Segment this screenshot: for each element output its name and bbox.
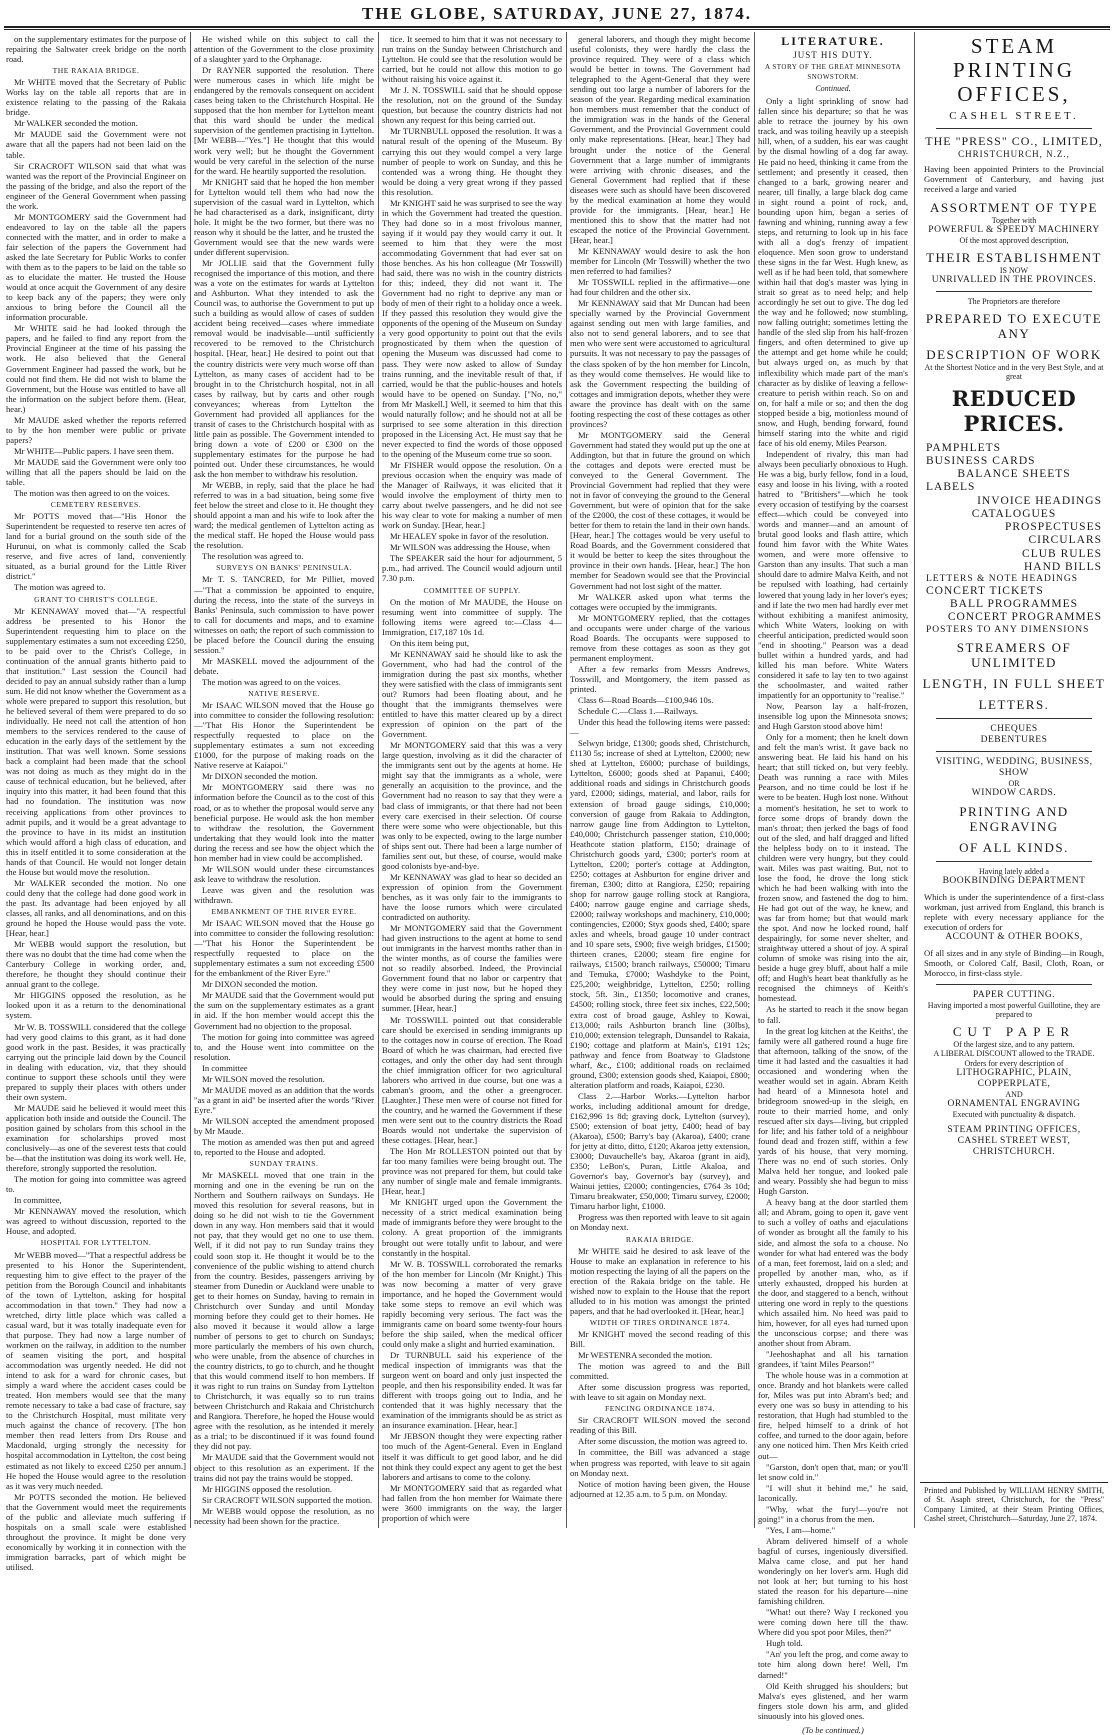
ad-divider xyxy=(936,128,1092,129)
report-paragraph: The resolution was agreed to. xyxy=(202,551,304,562)
report-paragraph: Mr MONTGOMERY said that this was a very large question, involving as it did the character of the immigrants sent out by the agents at home. He might say that the immigrants as a whole, were generally an acquisition to the province, and the Government had no reason to say that they were a bad class of immigrants, or that there had not been every care exercised in their selection. Of course there were some who were objectionable, but this was only to be expected, owing to the large number of ships sent out. There had been a large number of families sent out, but these, of course, would make good colonists bye-and-bye. xyxy=(382,740,562,871)
ad-service-item: HAND BILLS xyxy=(1023,560,1102,573)
report-paragraph: Progress was then reported with leave to sit again on Monday next. xyxy=(570,1212,750,1233)
literature-heading: LITERATURE. xyxy=(781,34,885,48)
section-heading: HOSPITAL FOR LYTTELTON. xyxy=(40,1238,152,1248)
report-paragraph: Mr WHITE said he desired to ask leave of the House to make an explanation in reference to his motion respecting the laying of all the papers on the erection of the Rakaia bridge on the table. He wished now to explain to the House that the report alluded to in his motion was amongst the printed papers, and that he had overlooked it. [Hear, hear.] xyxy=(570,1245,750,1316)
ad-service-item: BUSINESS CARDS xyxy=(926,454,1036,467)
ad-orders: Orders for every description of xyxy=(964,1058,1064,1068)
report-paragraph: After some discussion, the motion was agreed to. xyxy=(578,1436,748,1447)
report-paragraph: Mr TOSSWILL pointed out that considerable care should be exercised in sending immigrants up to the cottages now in course of erection. The Road Board of which he was chairman, had erected five cottages, and only the other day had sent through the chief immigration officer for two agricultural laborers who arrived in due course, but one was a cabman's groom, and the other a greengrocer. [Laughter.] These men were of course not fitted for the country, and he warned the Government if these men were sent out to the country districts the Road Boards would not undertake the supervision of these cottages. [Hear, hear.] xyxy=(382,1014,562,1146)
report-paragraph: Mr HEALEY spoke in favor of the resolution. xyxy=(390,531,549,542)
ad-reduced-prices: REDUCED PRICES. xyxy=(951,386,1077,436)
literature-column xyxy=(758,34,908,1735)
ad-street: CASHEL STREET. xyxy=(949,110,1079,123)
ad-lately: Having lately added a xyxy=(979,866,1049,876)
ad-service-item: BALANCE SHEETS xyxy=(957,468,1071,481)
story-paragraph: Only for a moment; then he knelt down and felt the man's wrist. It gave back no answering beat. He laid his hand on his heart; that still ticked on, but very feebly. Death was running a race with Miles Pearson, and no time could be lost if he were to be beaten. Hugh lost none. Without a moment's hesitation, he set to work to force some drops of brandy down the man's throat; then jerked the bags of food out of the sled, and half dragged and lifted the helpless body on to it instead. The children were very hungry, but they could wait. Miles was past waiting. But, not to lose the food, he drove the long stick which he had been walking with into the frozen snow, and fastened the dog to him. He had got out of the way, he knew, and was far from home; but that would mark the spot. And now he locked round, half despairingly, for some never shelter, and straightway uttered a shout of joy. A spiral column of smoke was rising into the air, beside a huge grey bluff, about half a mile off; and Hugh's heart beat thankfully as he recognised the chimneys of Keith's homestead. xyxy=(758,732,908,1004)
ad-firm: THE "PRESS" CO., LIMITED, xyxy=(925,134,1103,149)
ad-largest: Of the largest size, and to any pattern. xyxy=(953,1040,1075,1050)
ad-intro: Having been appointed Printers to the Provincial Government of Canterbury, and having just received a large and varied xyxy=(924,164,1104,194)
ad-service-item: CATALOGUES xyxy=(971,507,1057,520)
report-paragraph: Mr WEBB would oppose the resolution, as no necessity had been shown for the practice. xyxy=(194,1505,374,1526)
report-paragraph: The motion was agreed to and the Bill committed. xyxy=(570,1361,750,1382)
story-paragraph: Independent of rivalry, this man had always been peculiarly obnoxious to Hugh. He was a big, burly fellow, fond in a loud, easy and loose in his living, with a rooted hatred to "Britishers"—which he took every occasion of testifying by the coarsest effect—which could be conveyed into words and manner—and an amount of brutal good looks and flash attire, which found him favor with the White Wates women, and were more offensive to Garston than any insults. That such a man should dare to admire Malva Keith, and not be repulsed with loathing, had certainly lowered that young lady in her lover's eyes; and if late the two men had hardly ever met without exhibiting a manifest animosity, which White Waters, looking on with cheerful anticipation, predicted would soon "end in shooting." Pearson was a dead bullet within a hundred yards, and had killed his man before. White Waters considered it safe to lay ten to two against the schoolmaster, and waited rather impatiently for an opportunity to "realise." xyxy=(758,448,908,700)
report-paragraph: Dr RAYNER supported the resolution. There were numerous cases in which life might be endangered by the removals consequent on accident cases being taken to the Christchurch Hospital. He supposed that the hon member for Lyttelton meant that this ward should be under the medical supervision of the gentlemen practising in Lyttelton. [Mr WEBB—"Yes."] He thought that this would work very well; but he thought the Government would be very careful in the selection of the nurse for the ward. He heartily supported the resolution. xyxy=(194,65,374,176)
report-paragraph: The SPEAKER said the hour for adjournment, 5 p.m., had arrived. The Council would adjourn until 7.30 p.m. xyxy=(382,553,562,584)
ad-machinery: POWERFUL & SPEEDY MACHINERY xyxy=(928,224,1100,235)
ad-establishment: THEIR ESTABLISHMENT xyxy=(926,250,1102,266)
ad-cashel-west: CASHEL STREET WEST, xyxy=(957,1135,1071,1146)
section-heading: GRANT TO CHRIST'S COLLEGE. xyxy=(34,594,158,604)
ad-steam-offices: STEAM PRINTING OFFICES, xyxy=(947,1124,1081,1135)
report-paragraph: Leave was given and the resolution was withdrawn. xyxy=(194,884,374,905)
story-subtitle: A STORY OF THE GREAT MINNESOTA SNOWSTORM. xyxy=(764,63,902,82)
report-paragraph: Mr W. B. TOSSWILL considered that the college had very good claims to this grant, as it had done good work in the past. Besides, it was practically carrying out the principle laid down by the Council in dealing with education, viz, that they should continue to support these schools until they were prepared to supply their places with others under their own system. xyxy=(6,1021,186,1102)
ad-lithographic: LITHOGRAPHIC, PLAIN, xyxy=(956,1067,1072,1078)
ad-divider xyxy=(936,291,1092,292)
report-paragraph: Sir CRACROFT WILSON moved the second reading of this Bill. xyxy=(570,1415,750,1436)
report-paragraph: Mr KENNAWAY said he should like to ask the Government, who had had the control of the immigration during the past six months, whether they were satisfied with the class of immigrants sent out? Rumors had been floating about, and he thought that the immigrants themselves were entitled to have this matter cleared up by a direct expression of opinion on the part of the Government. xyxy=(382,648,562,740)
report-paragraph: Mr MAUDE said he believed it would meet this application both inside and outside the Council. The position gained by scholars from this school in the examination for scholarships proved most conclusively—as one of the severest tests that could be—that the institution was doing its work well. He, therefore, strongly supported the resolution. xyxy=(6,1102,186,1174)
section-heading: RAKAIA BRIDGE. xyxy=(625,1234,695,1244)
report-paragraph: Mr WILSON would under these circumstances ask leave to withdraw the resolution. xyxy=(194,863,374,884)
report-paragraph: On this item being put, xyxy=(390,637,470,648)
report-paragraph: Class 6—Road Boards—£100,946 10s. xyxy=(578,695,714,706)
section-heading: EMBANKMENT OF THE RIVER EYRE. xyxy=(211,906,357,916)
report-paragraph: Mr WILSON accepted the amendment proposed by Mr Maude. xyxy=(194,1115,374,1136)
section-heading: CEMETERY RESERVES. xyxy=(50,500,142,510)
report-paragraph: The motion was agreed to on the voices. xyxy=(202,676,341,687)
ad-bookbinding: BOOKBINDING DEPARTMENT xyxy=(942,876,1086,886)
section-heading: FENCING ORDINANCE 1874. xyxy=(604,1404,715,1414)
report-paragraph: Mr WALKER seconded the motion. No one could deny that the college had done good work in the past. Its advantage had been enjoyed by all classes, all ranks, and all denominations, and on this ground he hoped the House would pass the vote. [Hear, hear.] xyxy=(6,877,186,939)
report-paragraph: Mr KNIGHT urged upon the Government the necessity of a strict medical examination being made of immigrants before they were brought to the colony. A great proportion of the immigrants brought out were totally unfit to labour, and were constantly in the hospital. xyxy=(382,1197,562,1258)
report-paragraph: Mr DIXON seconded the motion. xyxy=(202,979,318,990)
report-paragraph: On the motion of Mr MAUDE, the House on resuming went into committee of supply. The following items were agreed to:—Class 4—Immigration, £17,187 10s 1d. xyxy=(382,596,562,637)
masthead: THE GLOBE, SATURDAY, JUNE 27, 1874. xyxy=(361,4,753,23)
ad-cheques: CHEQUES xyxy=(990,724,1038,735)
report-paragraph: Selwyn bridge, £1300; goods shed, Christchurch, £1130 5s; increase of shed at Lyttelton, £2000; new shed at Lyttelton, £6000; purchase of buildings, Lyttelton, £6000; goods shed at Papanui, £400; additional roads and sidings in Christchurch goods yard, £2000; sidings, material, and labor, rails for extension of broad gauge sidings, £10,000; conversion of gauge from Rakaia to Addington, narrow gauge line from Addington to Lyttelton, £40,000; Christchurch passenger station, £10,000; Heathcote station platform, £150; drainage of Christchurch goods yard, £300; porter's room at Lyttelton, £200; porter's cottage at Addington, £250; cottages at Ashburton for engine driver and fireman, £300; ditto at Rangiora, £250; repairing shop for narrow gauge rolling stock at Rangiora, £400; narrow gauge engine and carriage sheds, £2000; railway workshops and machinery, £10,000; contingencies, £2000; Styx goods shed, £400; spare axles and wheels, broad gauge 10 under contract and 10 spare sets, £900; five weigh bridges, £1500; thirteen cranes, £2000; steam fire engine for railways, £1500; branch railways, £50000; Timaru and Temuka, £7000; Washdyke to the Point, £25,200; weighbridge, Lyttelton, £250; rolling stock, 5ft. 3in., £1350; locomotive and cranes, £4500; rolling stock, three feet six inches, £22,500; extra cost of broad gauge, Ashley to Kowai, £13,000; rails Ashburton branch line (30lbs), £10,000; extension telegraph, Dunsandel to Rakaia, £190; cottage and platform at Main's, £191 12s; pathway and fence from Boatway to Gladstone wharf, &c., £100; additional roads on reclaimed ground, £300; extension goods shed, Kaiapoi, £800; alteration platform and roads, Kaiapoi, £230. xyxy=(570,738,750,1090)
report-paragraph: Mr KNIGHT moved the second reading of this Bill. xyxy=(570,1328,750,1349)
ad-service-item: PROSPECTUSES xyxy=(1004,521,1102,534)
column-divider xyxy=(190,32,191,1528)
ad-service-item: POSTERS TO ANY DIMENSIONS xyxy=(926,624,1090,635)
ad-christchurch: CHRISTCHURCH. xyxy=(972,1146,1056,1157)
ad-paper-cutting: PAPER CUTTING. xyxy=(972,989,1056,1000)
report-paragraph: Mr ISAAC WILSON moved that the House go into committee to consider the following resolution:—"That His Honor the Superintendent be respectfully requested to place on the supplementary estimates a sum not exceeding £1000, for the purpose of making roads on the Native reserve at Kaiapoi." xyxy=(194,700,374,771)
ad-guillotine: Having imported a most powerful Guillotine, they are prepared to xyxy=(927,1000,1101,1020)
report-paragraph: general laborers, and though they might become useful colonists, they were hardly the class the province required. They were of a class which would be better in towns. The Government had telegraphed to the Agent-General that they were sending out too large a number of laborers for the season of the year. Regarding medical examination hon members must remember that the conduct of the immigration was in the hands of the General Government, and the Provincial Government could only make representations. [Hear, hear.] They had brought under the notice of the General Government that a large number of immigrants were arriving with chronic diseases, and the General Government had replied that if these diseases were such as should have been discovered by the medical examination at home they would provide for the immigrants. [Hear, hear.] He mentioned this to show that the matter had not escaped the notice of the Provincial Government. [Hear, hear.] xyxy=(570,34,750,245)
section-heading: WIDTH OF TIRES ORDINANCE 1874. xyxy=(589,1317,731,1327)
ad-service-item: LETTERS & NOTE HEADINGS xyxy=(926,573,1079,584)
report-paragraph: Mr MONTGOMERY said there was no information before the Council as to the cost of this road, or as to whether the proposal would serve any beneficial purpose. He would ask the hon member to withdraw the resolution, the Government undertaking that they would look into the matter during the recess and see how the object which the hon member had in view could be accomplished. xyxy=(194,782,374,863)
story-paragraph: "Yes, I am—home." xyxy=(766,1524,836,1535)
story-paragraph: Now, Pearson lay a half-frozen, insensible log upon the Minnesota snows; and Hugh Garston stood above him! xyxy=(758,701,908,732)
report-paragraph: The motion as amended was then put and agreed to, reported to the House and adopted. xyxy=(194,1137,374,1158)
report-paragraph: Notice of motion having been given, the House adjourned at 12.35 a.m. to 5 p.m. on Monday. xyxy=(570,1478,750,1499)
ad-services xyxy=(920,442,1108,636)
ad-sizes: Of all sizes and in any style of Binding—in Rough, Smooth, or Colored Calf, Basil, Cloth, Roan, or Morocco, in first-class style. xyxy=(924,948,1104,979)
ad-divider xyxy=(936,984,1092,985)
report-paragraph: After some discussion progress was reported, with leave to sit again on Monday next. xyxy=(570,1382,750,1403)
report-paragraph: Mr WHITE said he had looked through the papers, and he failed to find any report from the Provincial Engineer at the time of his passing the work. He also believed that the General Government Engineer had passed the work, but he could not find them. He did not wish to blame the Government, but the House was entitled to have all the information on the subject before them. (Hear, hear.) xyxy=(6,323,186,414)
story-title: JUST HIS DUTY. xyxy=(793,50,873,61)
report-paragraph: Mr MONTGOMERY said the Government had endeavored to lay on the table all the papers connected with the matter, and in order to make a fair selection of the papers the Government had asked the late Secretary for Public Works to confer with them as to the papers to be laid on the table so as to elucidate the matter. He trusted the House would at once acquit the Government of any desire to keep back any of the papers; they were only anxious to bring before the Council all the information procurable. xyxy=(6,211,186,323)
report-paragraph: Mr WALKER seconded the motion. xyxy=(14,118,138,129)
report-paragraph: Mr FISHER would oppose the resolution. On a previous occasion when the enquiry was made of the Manager of Railways, it was elicited that it would involve the employment of thirty men to carry about twelve passengers, and he did not see his way clear to vote for making a number of men work on Sunday. [Hear, hear.] xyxy=(382,459,562,531)
story-paragraph: "Garston, don't open that, man; or you'll let snow cold in." xyxy=(758,1461,908,1482)
report-paragraph: Mr KENNAWAY would desire to ask the hon member for Lincoln (Mr Tosswill) whether the two men referred to had families? xyxy=(570,245,750,277)
ad-printing: PRINTING AND ENGRAVING xyxy=(959,804,1069,834)
story-paragraph: Abram delivered himself of a whole bagful of curses, ingeniously diversified. Malva came close, and put her hand wonderingly on her lover's arm. Hugh did not look at her; but turning to his host stated the reason for his departure—nine famishing children. xyxy=(758,1535,908,1607)
report-paragraph: Schedule C.—Class 1.—Railways. xyxy=(578,706,699,717)
ad-bookbinding-text: Which is under the superintendence of a first-class workman, just arrived from England, this branch is replete with every necessary appliance for the execution of orders for xyxy=(924,891,1104,932)
report-paragraph: Mr TURNBULL opposed the resolution. It was a natural result of the opening of the Museum. By carrying this out they would compel a very large number of people to work on Sunday, and this he contended was a wrong thing. He thought they would be doing a very great wrong if they passed this resolution. xyxy=(382,126,562,197)
ad-service-item: CIRCULARS xyxy=(1028,534,1102,547)
ad-service-item: BALL PROGRAMMES xyxy=(950,598,1078,611)
report-paragraph: The motion for going into committee was agreed to, and the House went into committee on the resolution. xyxy=(194,1031,374,1062)
section-heading: SURVEYS ON BANKS' PENINSULA. xyxy=(216,563,352,573)
story-paragraph: A heavy bang at the door startled them all; and Abram, going to open it, gave vent to such a volley of oaths and ejaculations of wonder as brought all the family to his side, and almost the sofa to a chouse. No wonder for what had entered was the body of a man, feet foremost, laid on a sled; and propelled by another man, who, as if utterly exhausted, dropped his burden at the door, and staggered to a bench, without uttering one word in reply to the questions which assailed him. No heed was paid to him, however, for all eyes had turned upon the unconscious corpse; and there was another shout from Abram. xyxy=(758,1197,908,1348)
ad-shortest: At the Shortest Notice and in the very Best Style, and at great xyxy=(924,363,1104,382)
ad-account-books: ACCOUNT & OTHER BOOKS, xyxy=(945,932,1083,943)
report-paragraph: Mr KENNAWAY moved the resolution, which was agreed to without discussion, reported to the House, and adopted. xyxy=(6,1206,186,1237)
ad-heading: STEAM PRINTING OFFICES, xyxy=(953,34,1075,107)
ad-visiting: VISITING, WEDDING, BUSINESS, SHOW xyxy=(935,757,1093,778)
report-paragraph: Mr MAUDE said the Government were not aware that all the papers had not been laid on the table. xyxy=(6,129,186,160)
report-paragraph: Mr JEBSON thought they were expecting rather too much of the Agent-General. Even in England itself it was difficult to get good labor, and he did not think they could expect any agent to get the best laborers and artisans to come to the colony. xyxy=(382,1431,562,1482)
report-paragraph: Mr WILSON was addressing the House, when xyxy=(390,542,550,553)
report-paragraph: on the supplementary estimates for the purpose of repairing the Saltwater creek bridge on the north road. xyxy=(6,34,186,65)
report-paragraph: Under this head the following items were passed:— xyxy=(570,717,750,738)
ad-divider xyxy=(936,751,1092,752)
report-paragraph: Class 2.—Harbor Works.—Lyttelton harbor works, including additional amount for dredge, £162,996 1s 8d; graving dock, Lyttelton (survey), £500; extension of boat jetty, £400; head of bay (Akaroa), £500; Barry's bay (Akaroa), £400; crane for jetty at ditto, ditto, £120; Akaroa jetty extension, £3000; Duvauchelle's bay, Akaroa (grant in aid), £350; LeBon's, Puran, Little Akaloa, and Governor's bay, Governor's bay (survey), and Wainui jetties, £2000; contingencies, £764 3s 10d; Timaru breakwater, £50,000; Timaru survey, £2000; Timaru harbor light, £1000. xyxy=(570,1090,750,1212)
ad-service-item: LABELS xyxy=(926,481,976,494)
report-paragraph: The motion was agreed to. xyxy=(14,582,106,593)
ad-description: DESCRIPTION OF WORK xyxy=(926,347,1102,363)
report-paragraph: Mr MAUDE asked whether the reports referred to by the hon member were public or private papers? xyxy=(6,414,186,445)
ad-ornamental: ORNAMENTAL ENGRAVING xyxy=(947,1098,1081,1109)
report-paragraph: Mr WEBB, in reply, said that the place he had referred to was in a bad situation, being some five feet below the street and close to it. He thought they should appoint a man and his wife to look after the ward; the medical gentlemen of Lyttelton acting as the medical staff. He hoped the House would pass the resolution. xyxy=(194,480,374,551)
ad-cut-paper: CUT PAPER xyxy=(952,1024,1076,1040)
column-4 xyxy=(570,34,750,1524)
report-paragraph: Mr MAUDE said the Government were only too willing that all the papers should be laid on the table. xyxy=(6,456,186,488)
ad-streamers: STREAMERS OF UNLIMITED xyxy=(956,640,1072,671)
report-paragraph: After a few remarks from Messrs Andrews, Tosswill, and Montgomery, the item passed as printed. xyxy=(570,663,750,694)
report-paragraph: Mr MAUDE moved as an addition that the words "as a grant in aid" be inserted after the words "River Eyre." xyxy=(194,1084,374,1115)
report-paragraph: Mr MONTGOMERY said that the Government had given instructions to the agent at home to send out immigrants in the harvest months rather than in the winter months, as of course the families were not so readily absorbed. Indeed, the Provincial Government found that no labor or carpentry that they were come in just now, but he hoped they would be absorbed during the spring and ensuing summer. [Hear, hear.] xyxy=(382,923,562,1014)
report-paragraph: Mr W. B. TOSSWILL corroborated the remarks of the hon member for Lincoln (Mr Knight.) This was now becoming a matter of very grave importance, and he hoped the Government would take some steps to remove an evil which was rapidly becoming very serious. The fact was the immigrants came on board some twenty-four hours before the ship sailed, when the medical officer could only make a slight and hurried examination. xyxy=(382,1258,562,1349)
ad-service-item: CONCERT TICKETS xyxy=(926,584,1044,597)
report-paragraph: Mr MAUDE said that the Government would put the sum on the supplementary estimates as a grant in aid. If the hon member would accept this the Government had no objection to the proposal. xyxy=(194,990,374,1031)
report-paragraph: Mr WALKER asked upon what terms the cottages were occupied by the immigrants. xyxy=(570,591,750,612)
report-paragraph: Mr WHITE—Public papers. I have seen them. xyxy=(14,445,174,456)
ad-letters: LETTERS. xyxy=(978,697,1050,713)
report-paragraph: Sir CRACROFT WILSON said that what was wanted was the report of the Provincial Engineer on the passing of the bridge, and also the report of the engineer of the General Government when passing the work. xyxy=(6,160,186,211)
report-paragraph: Mr WHITE moved that the Secretary of Public Works lay on the table all reports that are in existence relating to the passing of the Rakaia bridge. xyxy=(6,77,186,118)
story-paragraph: Only a light sprinkling of snow had fallen since his departure; so that he was able to retrace the journey by his own track, and was toiling heavily up a steepish hill, when, of a sudden, his ear was caught by the dismal howling of a dog far away. He paid no heed, thinking it came from the settlement; and presently it ceased, then changed to a bark, growing nearer and nearer, till finally, a large black dog came in sight round a point of rock, and, bounding upon him, began a series of fawning and whining, running away a few steps, and returning to look up in his face with all a dog's frenzy of impatient eloquence. Men soon grow to understand these signs in the far West. Hugh knew, as well as if he had been told, that somewhere within hail that dog's master was lying in strait so great as to need help; and help accordingly he set out to give. The dog led the way and he followed; now stumbling, now falling outright; sometimes letting the handle of the sled slip from his half-frozen fingers, and often determined to give up the attempt and get home while he could; but always urged on, as much by that inflexibility which made part of the man's character as by dislike of leaving a fellow-creature to perish within reach. So on and on, for half a mile or so; and then the dog stopped beside a big, motionless mound of snow, and Hugh, bending forward, found himself staring into the white and rigid face of his old enemy, Miles Pearson. xyxy=(758,96,908,448)
ad-and: AND xyxy=(1005,1089,1023,1099)
report-paragraph: Mr KNIGHT said that he hoped the hon member for Lyttelton would tell them who had now the supervision of the casual ward in Lyttelton, which he had characterised as a dark, insignificant, dirty hole. It might be the two former, but there was no reason why it should be the latter, and he trusted the Government would see that the new wards were under different supervision. xyxy=(194,176,374,257)
report-paragraph: Mr MASKELL moved that one train in the morning and one in the evening be run on the Northern and Southern railways on Sundays. He moved this resolution for several reasons, but in doing so he did not wish to tie the Government down in any way. Hon members said that it would not pay, that they would get no one to use them. Well, if it did not pay to run Sunday trains they could soon stop it. He thought it would be to the convenience of the public wishing to attend church from the country. Besides, passengers arriving by steamer from Dunedin or Auckland were unable to get to their homes on Sunday, having to remain in Christchurch over Sunday and until Monday morning before they could get to their homes. He also moved it because it would allow a large number of persons to get to church on Sundays; more particularly the members of his own church, who were unable, from the absence of churches in the country districts, to go to church, and he thought that this would commend itself to hon members. If it was right to run trains on Sunday from Lyttelton to Christchurch, it was equally so to run trains between Christchurch and Rakaia and Christchurch and Rangiora. Therefore, he hoped the House would agree with the resolution, as he intended it merely as a trial; to be discontinued if it was found found they did not pay. xyxy=(194,1170,375,1452)
ad-proprietors: The Proprietors are therefore xyxy=(967,297,1061,307)
report-paragraph: Mr KENNAWAY said that Mr Duncan had been specially warned by the Provincial Government against sending out men with large families, and also not to send general laborers, and to see that men who were sent were accustomed to agricultural pursuits. It was not necessary to pay the passages of the class spoken of by the hon member for Lincoln, as they would come themselves. He would like to ask the Government respecting the building of cottages and immigration depots, whether they were aware the province has dealt with on the same footing respecting the cost of these cottages as other provinces? xyxy=(570,298,750,429)
section-heading: SUNDAY TRAINS. xyxy=(249,1159,319,1169)
report-paragraph: Mr TOSSWILL replied in the affirmative—one had four children and the other six. xyxy=(570,277,750,298)
ad-or: OR xyxy=(1008,778,1020,788)
report-paragraph: Mr WESTENRA seconded the motion. xyxy=(578,1350,713,1361)
report-paragraph: In committee xyxy=(202,1062,248,1073)
ad-approved: Of the most approved description, xyxy=(959,235,1069,245)
story-paragraph: Hugh told. xyxy=(766,1638,803,1649)
report-paragraph: Mr HIGGINS opposed the resolution, as he looked upon it as a return to the denominational system. xyxy=(6,990,186,1021)
column-divider xyxy=(914,32,915,1528)
section-heading: THE RAKAIA BRIDGE. xyxy=(52,66,140,76)
report-paragraph: Mr HIGGINS opposed the resolution. xyxy=(202,1483,333,1494)
ad-service-item: CONCERT PROGRAMMES xyxy=(947,611,1102,624)
imprint-footer: Printed and Published by WILLIAM HENRY SMITH, of St. Asaph street, Christchurch, for the "Press" Company Limited, at their Steam Printing Offices, Cashel street, Christchurch—Saturday, June 27, 1874. xyxy=(920,1482,1108,1524)
report-paragraph: Mr POTTS moved that—"His Honor the Superintendent be requested to reserve ten acres of land for a burial ground on the south side of the Hurunui, on what is commonly called the Scab reserve, and five acres of land, conveniently situated, as a burial ground for the Little River district." xyxy=(6,511,186,582)
ad-together: Together with xyxy=(991,215,1037,225)
ad-punctuality: Executed with punctuality & dispatch. xyxy=(952,1109,1076,1119)
printing-advertisement xyxy=(920,34,1108,1524)
column-3 xyxy=(382,34,562,1524)
report-paragraph: In committee, xyxy=(14,1195,62,1206)
masthead-rule xyxy=(4,26,1110,28)
section-heading: COMMITTEE OF SUPPLY. xyxy=(423,585,521,595)
report-paragraph: Sir CRACROFT WILSON supported the motion. xyxy=(202,1494,373,1505)
report-paragraph: Mr MONTGOMERY said that as regarded what had fallen from the hon member for Waimate there were 3600 immigrants on the way, the larger proportion of which were xyxy=(382,1482,562,1523)
report-paragraph: Mr MONTGOMERY replied, that the cottages and occupants were under charge of the various Road Boards. The occupants were supposed to remove from these cottages as soon as they got permanent employment. xyxy=(570,612,750,663)
story-paragraph: Old Keith shrugged his shoulders; but Malva's eyes glistened, and her warm fingers stole down his arm, and glided sinuously into his gloved ones. xyxy=(758,1680,908,1721)
report-paragraph: Mr J. N. TOSSWILL said that he should oppose the resolution, not on the ground of the Sunday question, but because the country districts had not shown any request for this being carried out. xyxy=(382,85,562,126)
story-continued: Continued. xyxy=(815,84,851,94)
story-body xyxy=(758,96,908,1721)
report-paragraph: Mr WEBB would support the resolution, but there was no doubt that the time had come when the Canterbury College in working order, and, therefore, he thought they should continue their annual grant to the college. xyxy=(6,939,186,990)
report-paragraph: The motion was then agreed to on the voices. xyxy=(14,488,170,499)
report-paragraph: Mr ISAAC WILSON moved that the House go into committee to consider the following resolution:—"That his Honor the Superintendent be respectfully requested to place on the supplementary estimates a sum not exceeding £500 for the embankment of the River Eyre." xyxy=(194,918,374,979)
story-paragraph: "What! out there? Way I reckoned you were coming down here till the thaw. Where did you spot poor Miles, then?" xyxy=(758,1607,908,1638)
ad-service-item: PAMPHLETS xyxy=(926,441,1002,454)
ad-is-now: IS NOW xyxy=(999,266,1029,275)
report-paragraph: Mr KENNAWAY was glad to hear so decided an expression of opinion from the Government benches, as it was only fair to the immigrants to have the loose rumors which were circulated contradicted on authority. xyxy=(382,871,562,923)
ad-copperplate: COPPERPLATE, xyxy=(977,1078,1051,1089)
report-paragraph: In committee, the Bill was advanced a stage when progress was reported, with leave to sit again on Monday next. xyxy=(570,1447,750,1478)
report-paragraph: Mr MASKELL moved the adjournment of the debate. xyxy=(194,655,374,676)
column-1 xyxy=(6,34,186,1572)
report-paragraph: Mr MAUDE said that the Government would not object to this resolution as an experiment. If the trains did not pay the trains would be stopped. xyxy=(194,1452,374,1483)
report-paragraph: Mr MONTGOMERY said the General Government had stated they would put up the one at Addington, but that in future the ground on which the cottages and depots were erected must be conveyed to the General Government. The Provincial Government had replied that they were not in favor of conveying the ground to the General Government, but were of opinion that for the sake of the £2000, the cost of these cottages, it would be better for them to retain the land in their own hands. [Hear, hear.] The cottages would be very useful to Road Boards, and the Government considered that it would be better to keep the sites throughout the province in their own hands. [Hear, hear.] The hon member for Seadown would see that the Provincial Government had not lost sight of the matter. xyxy=(570,429,750,591)
ad-discount: A LIBERAL DISCOUNT allowed to the TRADE. xyxy=(933,1049,1095,1059)
report-paragraph: tice. It seemed to him that it was not necessary to run trains on the Sunday between Christchurch and Lyttelton. He could see that the resolution would be carried, but he could not allow this motion to go without raising his voice against it. xyxy=(382,34,562,85)
masthead-rule-thin xyxy=(4,29,1110,30)
report-paragraph: Mr KENNAWAY moved that—"A respectful address be presented to his Honor the Superintendent requesting him to place on the supplementary estimates a sum not exceeding £250, to be paid over to the Christ's College, in continuation of the annual grants hitherto paid to that institution." Last session the Council had decided to pay an annual subsidy rather than a lump sum. He did not know whether the Government as a whole were prepared to support this resolution, but he believed several of them were prepared to do so individually. He need not call the attention of hon members to the services rendered to the cause of education in the early days of the settlement by the institution. That was well known. Some sessions back a complaint had been made that the school was not doing as much as they might do in the cause of technical education, but he believed, after inquiry into this matter, it had been found that this had no foundation. The institution was now receiving applications from other provinces to admit pupils, and it would be a great advantage to the province to have in its midst an institution which would afford a high class of education, and this in itself entitled it to some consideration at the hands of that Council. He would not longer detain the House but would move the resolution. xyxy=(6,605,186,877)
story-paragraph: "An' you left the prog, and come away to tote him along down here! Well, I'm darned!" xyxy=(758,1649,908,1680)
story-paragraph: The whole house was in a commotion at once. Brandy and hot blankets were called for, Miles was put into Abram's bed; and every one was so busy in attending to his restoration, that Hugh had stumbled to the fire, helped himself to a drink of hot coffee, and turned to the door again, before any one noticed him. Then Mrs Keith cried out— xyxy=(758,1370,908,1461)
ad-all-kinds: OF ALL KINDS. xyxy=(959,839,1069,855)
to-be-continued: (To be continued.) xyxy=(802,1724,864,1735)
ad-divider xyxy=(936,861,1092,862)
report-paragraph: He wished while on this subject to call the attention of the Government to the close proximity of a slaughter yard to the Orphanage. xyxy=(194,34,374,65)
ad-window-cards: WINDOW CARDS. xyxy=(971,788,1057,799)
report-paragraph: Mr KNIGHT said he was surprised to see the way in which the Government had treated the question. They had done so in a most frivolous manner, saying if it would pay they would carry it out. It seemed to him that they were the most accommodating Government that had ever sat on those benches. As his hon colleague (Mr Tosswill) had said, there was no wish in the country districts for this; indeed, they did not want it. The Government had no right to deprive any man or body of men of their right to a holiday once a week. If they passed this resolution they would give the opponents of the opening of the Museum on Sunday a very good opportunity to point out that the evils prognosticated by them when the question of opening the Museum was discussed had come to pass. They were now asked to allow of Sunday trains running, and the inevitable result of that, if carried, would be that the public-houses and hotels would have to be opened on Sunday. ["No, no," from Mr Maskell.] Well, it seemed to him that this would naturally follow; and he should not at all be surprised to see some alteration in this direction proposed in the Licensing Act. He must say that he never expected to find the words of those opposed to the opening of the Museum come true so soon. xyxy=(382,197,562,459)
column-divider xyxy=(378,32,379,1528)
story-paragraph: In the great log kitchen at the Keiths', the family were all gathered round a huge fire that afternoon, talking of the snow, of the time it had lasted and the casualties it had occasioned and wondering when the weather would set in again. Abram Keith had heard of a Minnesota hotel and bridegroom snowed-up in the sleigh, en route to their married home, and only rescued after six days—living, but crippled for life; and his father told of a neighbour found dead and frozen stiff, within a few yards of his house, that very morning. There was no end of such stories. Only Malva held her tongue, and looked pale and weary. Possibly she had begun to miss Hugh Garston. xyxy=(758,1025,908,1197)
ad-assortment: ASSORTMENT OF TYPE xyxy=(929,199,1099,215)
ad-prepared: PREPARED TO EXECUTE ANY xyxy=(925,311,1103,342)
ad-location: CHRISTCHURCH, N.Z., xyxy=(958,148,1070,159)
ad-unrivalled: UNRIVALLED IN THE PROVINCES. xyxy=(931,275,1097,286)
story-paragraph: As he started to reach it the snow began to fall. xyxy=(758,1004,908,1025)
ad-length: LENGTH, IN FULL SHEET xyxy=(922,676,1106,692)
story-paragraph: "Why, what the fury!—you're not going!" in a chorus from the men. xyxy=(758,1503,908,1524)
report-paragraph: Mr DIXON seconded the motion. xyxy=(202,771,318,782)
report-paragraph: The Hon Mr ROLLESTON pointed out that by far too many families were being brought out. The province was not prepared for them, but could take any number of single male and female immigrants. [Hear, hear.] xyxy=(382,1146,562,1197)
report-paragraph: Mr POTTS seconded the motion. He believed that the Government would meet the requirements of the public and alleviate much suffering if hospitals on a small scale were established throughout the province. It might be done very economically by working it in connection with the immigration barracks, part of which might be utilised. xyxy=(6,1491,186,1572)
report-paragraph: Mr WILSON moved the resolution. xyxy=(202,1073,325,1084)
report-paragraph: The motion for going into committee was agreed to. xyxy=(6,1174,186,1195)
ad-service-item: CLUB RULES xyxy=(1022,547,1102,560)
report-paragraph: Mr JOLLIE said that the Government fully recognised the importance of this motion, and there was a vote on the estimates for wards at Lyttelton and Ashburton. What they intended to ask the Council was, to authorise the Government to put up such a building as would allow of cases of sudden accident being received—cases where immediate removal would be inadvisable—until sufficiently recovered to be removed to the Christchurch hospital. [Hear, hear.] He desired to point out that the country districts were very much worse off than Lyttelton, as many cases of accident had to be brought in to the Christchurch hospital, not in all cases by railway, but by carts and other rough conveyances; whereas from Lyttelton the Government had provided all appliances for the transit of cases to the Christchurch hospital with as little pain as possible. The Government intended to bring down a vote of £200 or £300 on the supplementary estimates for the purpose he had pointed out. Under these circumstances, he would ask the hon member to withdraw his resolution. xyxy=(194,258,374,480)
story-paragraph: "Jeehoshaphat and all his tarnation grandees, if 'taint Miles Pearson!" xyxy=(758,1349,908,1370)
ad-debentures: DEBENTURES xyxy=(980,735,1048,746)
report-paragraph: Dr TURNBULL said his experience of the medical inspection of immigrants was that the surgeon went on board and only just inspected the people, and then his responsibility ended. It was far different with troops going out to India, and he contended that it was highly necessary that the examination of the immigrants should be as strict as an insurance examination. [Hear, hear.] xyxy=(382,1350,562,1431)
report-paragraph: Mr WEBB moved—"That a respectful address be presented to his Honor the Superintendent, requesting him to give effect to the prayer of the petition from the Borough Council and inhabitants of the town of Lyttelton, asking for hospital accommodation in that town." They had now a wretched, dirty little place which was called a casual ward, but it was totally inadequate even for that purpose. They had now a large number of workmen on the railway, in addition to the number of seamen visiting the port, and hospital accommodation was urgently needed. He did not intend to ask for a ward for chronic cases, but simply a ward where the accident cases could be treated. Hon members would see that the many remote necessary to take a bad case of fracture, say to the Christchurch Hospital, must militate very much against the chance of recovery. [The hon member then read letters from Drs Rouse and Macdonald, urging strongly the necessity for hospital accommodation in Lyttelton, the cost being estimated as not likely to exceed £250 per annum.] He hoped the House would agree to the resolution as it was very much needed. xyxy=(6,1249,186,1491)
column-divider xyxy=(754,32,755,1528)
column-2 xyxy=(194,34,374,1524)
report-paragraph: Mr T. S. TANCRED, for Mr Pilliet, moved—"That a commission be appointed to enquire, during the recess, into the state of the surveys in Banks' Peninsula, such commission to have power to call for documents and maps, and to examine witnesses on oath; the report of such commission to be placed before the Council during the ensuing session." xyxy=(194,574,374,655)
ad-service-item: INVOICE HEADINGS xyxy=(977,494,1102,507)
section-heading: NATIVE RESERVE. xyxy=(248,689,320,698)
ad-divider xyxy=(936,718,1092,719)
story-paragraph: "I will shut it behind me," he said, laconically. xyxy=(758,1482,908,1503)
column-divider xyxy=(566,32,567,1528)
